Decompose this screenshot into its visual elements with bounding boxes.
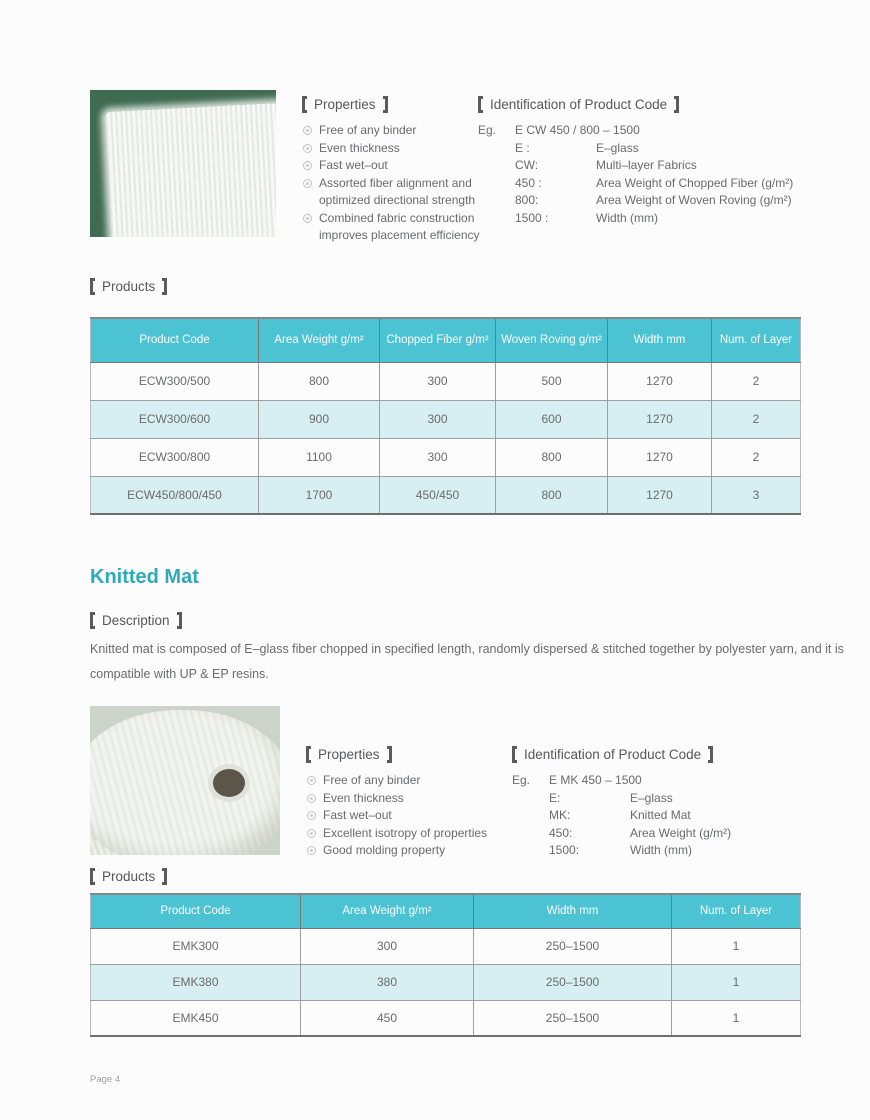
- cell-woven-roving: 500: [496, 362, 608, 400]
- column-header: Product Code: [91, 318, 259, 362]
- cell-chopped-fiber: 300: [380, 400, 496, 438]
- cell-width: 1270: [608, 438, 712, 476]
- table-row: [91, 964, 801, 1000]
- bullet-icon: [307, 776, 316, 785]
- example-code-line: Eg. E MK 450 – 1500: [512, 772, 812, 790]
- cell-area-weight: 450: [301, 1000, 474, 1036]
- right-bracket-icon: [162, 868, 167, 885]
- column-header: Area Weight g/m²: [259, 318, 380, 362]
- cell-area-weight: 900: [259, 400, 380, 438]
- code-legend-row: CW: Multi–layer Fabrics: [515, 158, 697, 172]
- properties-section-2: [306, 746, 521, 860]
- right-bracket-icon: [708, 746, 713, 763]
- fabric-texture: [105, 101, 276, 237]
- knitted-mat-description: Knitted mat is composed of E–glass fiber chopped in specified length, randomly dispersed & stitched together by polyester yarn, and it is compatible with UP & EP resins.: [90, 642, 844, 681]
- products-title-2: Products: [90, 868, 167, 885]
- knitted-mat-products-table: [90, 893, 801, 1037]
- property-item: Combined fabric construction improves placement efficiency: [302, 210, 497, 245]
- left-bracket-icon: [512, 746, 517, 763]
- cell-area-weight: 1700: [259, 476, 380, 514]
- cell-product-code: EMK380: [91, 964, 301, 1000]
- bullet-icon: [307, 794, 316, 803]
- example-code-line: Eg. E CW 450 / 800 – 1500: [478, 122, 813, 140]
- cell-num-layer: 1: [672, 964, 801, 1000]
- identification-title-2: Identification of Product Code: [512, 746, 812, 763]
- cell-num-layer: 1: [672, 1000, 801, 1036]
- description-title: Description: [90, 612, 182, 629]
- code-legend: [549, 790, 812, 860]
- properties-section-1: [302, 96, 497, 245]
- cell-width: 250–1500: [474, 1000, 672, 1036]
- knitted-mat-roll-photo: [90, 706, 280, 855]
- bullet-icon: [303, 214, 312, 223]
- cell-product-code: EMK450: [91, 1000, 301, 1036]
- column-header: Width mm: [608, 318, 712, 362]
- right-bracket-icon: [383, 96, 388, 113]
- column-header: Product Code: [91, 894, 301, 928]
- table-header-row: [91, 894, 801, 928]
- page-number: Page 4: [90, 1074, 121, 1085]
- left-bracket-icon: [90, 278, 95, 295]
- cell-num-layer: 2: [712, 362, 801, 400]
- table-row: [91, 400, 801, 438]
- cell-chopped-fiber: 300: [380, 438, 496, 476]
- properties-title-2: Properties: [306, 746, 521, 763]
- left-bracket-icon: [90, 612, 95, 629]
- cell-width: 250–1500: [474, 928, 672, 964]
- property-item: Excellent isotropy of properties: [306, 825, 521, 843]
- properties-list-1: [302, 122, 497, 245]
- bullet-icon: [303, 126, 312, 135]
- example-code: E CW 450 / 800 – 1500: [515, 123, 640, 137]
- bullet-icon: [303, 161, 312, 170]
- property-item: Fast wet–out: [306, 807, 521, 825]
- property-item: Free of any binder: [306, 772, 521, 790]
- property-item: Good molding property: [306, 842, 521, 860]
- cell-width: 250–1500: [474, 964, 672, 1000]
- right-bracket-icon: [674, 96, 679, 113]
- properties-title-1: Properties: [302, 96, 497, 113]
- right-bracket-icon: [387, 746, 392, 763]
- bullet-icon: [303, 179, 312, 188]
- table-row: [91, 438, 801, 476]
- cell-width: 1270: [608, 476, 712, 514]
- cell-num-layer: 3: [712, 476, 801, 514]
- cell-woven-roving: 600: [496, 400, 608, 438]
- code-legend-row: 800: Area Weight of Woven Roving (g/m²): [515, 193, 792, 207]
- property-item: Free of any binder: [302, 122, 497, 140]
- cell-num-layer: 2: [712, 400, 801, 438]
- code-legend: [515, 140, 813, 228]
- table-row: [91, 1000, 801, 1036]
- column-header: Area Weight g/m²: [301, 894, 474, 928]
- left-bracket-icon: [302, 96, 307, 113]
- cell-product-code: ECW450/800/450: [91, 476, 259, 514]
- cell-area-weight: 380: [301, 964, 474, 1000]
- left-bracket-icon: [478, 96, 483, 113]
- left-bracket-icon: [306, 746, 311, 763]
- code-legend-row: MK: Knitted Mat: [549, 808, 691, 822]
- bullet-icon: [307, 811, 316, 820]
- column-header: Width mm: [474, 894, 672, 928]
- products-title-1: Products: [90, 278, 167, 295]
- cell-product-code: ECW300/600: [91, 400, 259, 438]
- column-header: Num. of Layer: [672, 894, 801, 928]
- property-item: Even thickness: [306, 790, 521, 808]
- cell-woven-roving: 800: [496, 438, 608, 476]
- cell-width: 1270: [608, 362, 712, 400]
- cell-product-code: ECW300/500: [91, 362, 259, 400]
- property-item: Fast wet–out: [302, 157, 497, 175]
- cell-area-weight: 1100: [259, 438, 380, 476]
- example-code: E MK 450 – 1500: [549, 773, 642, 787]
- mat-roll: [90, 710, 280, 855]
- code-legend-row: E : E–glass: [515, 140, 639, 155]
- cell-chopped-fiber: 300: [380, 362, 496, 400]
- table-row: [91, 362, 801, 400]
- multi-layer-products-table: [90, 317, 801, 515]
- left-bracket-icon: [90, 868, 95, 885]
- table-header-row: [91, 318, 801, 362]
- cell-num-layer: 1: [672, 928, 801, 964]
- multi-layer-fabric-photo: [90, 90, 276, 237]
- identification-title-1: Identification of Product Code: [478, 96, 813, 113]
- bullet-icon: [303, 144, 312, 153]
- property-item: Assorted fiber alignment and optimized directional strength: [302, 175, 497, 210]
- properties-list-2: [306, 772, 521, 860]
- code-legend-row: 450: Area Weight (g/m²): [549, 825, 732, 840]
- right-bracket-icon: [177, 612, 182, 629]
- column-header: Chopped Fiber g/m²: [380, 318, 496, 362]
- column-header: Num. of Layer: [712, 318, 801, 362]
- knitted-mat-section-title: Knitted Mat: [90, 566, 199, 588]
- identification-section-1: [478, 96, 813, 227]
- identification-section-2: [512, 746, 812, 860]
- cell-product-code: EMK300: [91, 928, 301, 964]
- code-legend-row: E: E–glass: [549, 790, 673, 805]
- cell-product-code: ECW300/800: [91, 438, 259, 476]
- cell-width: 1270: [608, 400, 712, 438]
- cell-area-weight: 300: [301, 928, 474, 964]
- code-legend-row: 450 : Area Weight of Chopped Fiber (g/m²): [515, 175, 794, 190]
- column-header: Woven Roving g/m²: [496, 318, 608, 362]
- right-bracket-icon: [162, 278, 167, 295]
- bullet-icon: [307, 846, 316, 855]
- table-row: [91, 476, 801, 514]
- cell-num-layer: 2: [712, 438, 801, 476]
- roll-core-hole: [208, 764, 250, 802]
- cell-woven-roving: 800: [496, 476, 608, 514]
- property-item: Even thickness: [302, 140, 497, 158]
- cell-chopped-fiber: 450/450: [380, 476, 496, 514]
- bullet-icon: [307, 829, 316, 838]
- cell-area-weight: 800: [259, 362, 380, 400]
- code-legend-row: 1500 : Width (mm): [515, 210, 658, 225]
- code-legend-row: 1500: Width (mm): [549, 843, 692, 857]
- table-row: [91, 928, 801, 964]
